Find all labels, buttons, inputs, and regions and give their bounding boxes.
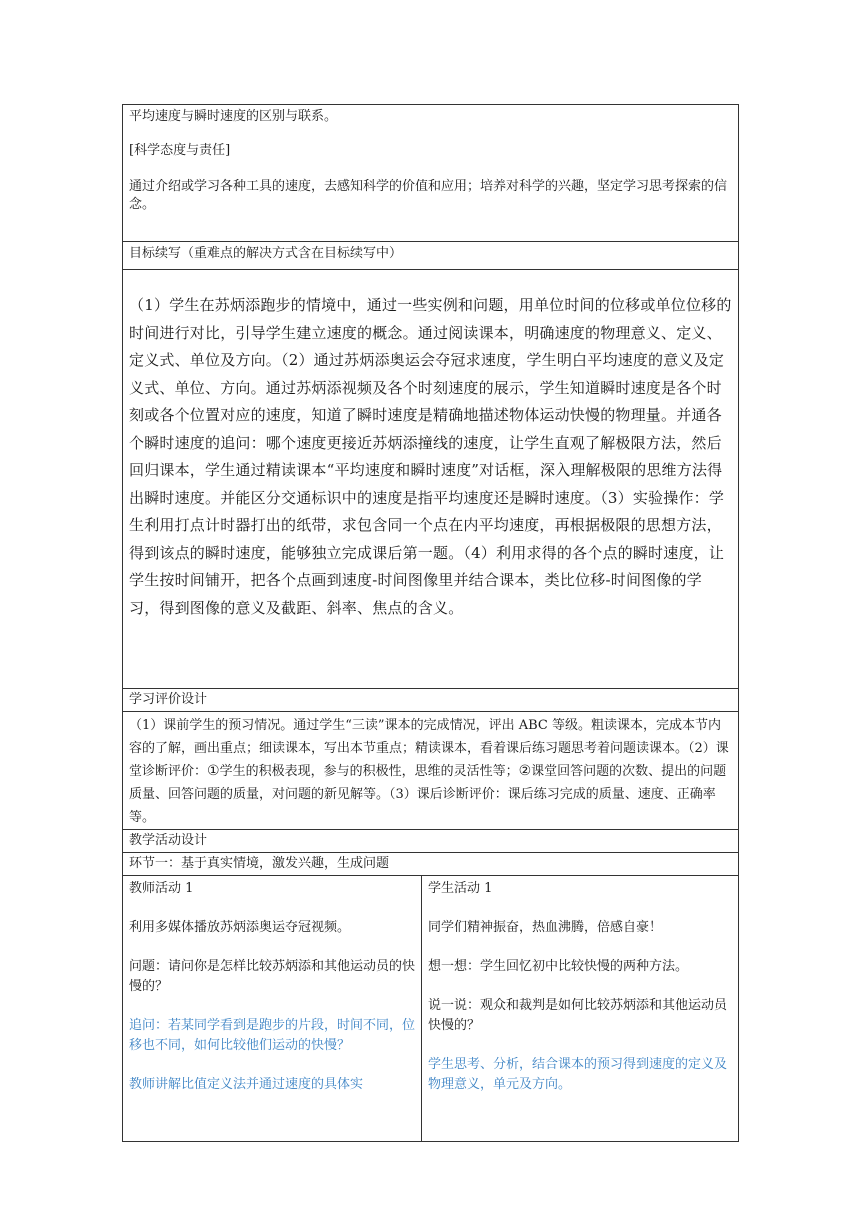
activity-heading	[123, 830, 739, 853]
goal-writing-heading	[123, 242, 739, 270]
evaluation-body-row	[123, 712, 739, 830]
teacher-activity-p2: 问题：请问你是怎样比较苏炳添和其他运动员的快慢的？	[129, 959, 416, 994]
goal-writing-heading-row	[123, 242, 739, 270]
evaluation-heading-row	[123, 689, 739, 712]
goal-writing-body: （1）学生在苏炳添跑步的情境中，通过一些实例和问题，用单位时间的位移或单位位移的时间进行对比，引导学生建立速度的概念。通过阅读课本，明确速度的物理意义、定义、定义式、单位及方向。（2）通过苏炳添奥运会夺冠求速度，学生明白平均速度的意义及定义式、单位、方向。通过苏炳添视频及各个时刻速度的展示，学生知道瞬时速度是各个时刻或各个位置对应的速度，知道了瞬时速度是精确地描述物体运动快慢的物理量。并通各个瞬时速度的追问：哪个速度更接近苏炳添撞线的速度，让学生直观了解极限方法，然后回归课本，学生通过精读课本“平均速度和瞬时速度”对话框，深入理解极限的思维方法得出瞬时速度。并能区分交通标识中的速度是指平均速度还是瞬时速度。（3）实验操作：学生利用打点计时器打出的纸带，求包含同一个点在内平均速度，再根据极限的思想方法，得到该点的瞬时速度，能够独立完成课后第一题。（4）利用求得的各个点的瞬时速度，让学生按时间铺开，把各个点画到速度-时间图像里并结合课本，类比位移-时间图像的学习，得到图像的意义及截距、斜率、焦点的含义。	[129, 296, 732, 617]
student-activity-title: 学生活动 1	[428, 881, 493, 896]
goal-writing-body-cell	[123, 270, 739, 689]
teacher-activity-p1: 利用多媒体播放苏炳添奥运夺冠视频。	[129, 920, 351, 935]
activity-heading-text: 教学活动设计	[129, 833, 208, 848]
activities-row	[123, 876, 739, 1142]
circled-one: ①	[207, 763, 220, 779]
circled-two: ②	[518, 763, 532, 779]
attitude-text: 通过介绍或学习各种工具的速度，去感知科学的价值和应用；培养对科学的兴趣，坚定学习思考探索的信念。	[129, 179, 728, 212]
lesson-plan-table	[122, 104, 739, 1142]
teacher-activity-p4: 教师讲解比值定义法并通过速度的具体实	[129, 1077, 364, 1092]
evaluation-body	[129, 714, 732, 829]
teacher-activity-p3: 追问：若某同学看到是跑步的片段，时间不同，位移也不同，如何比较他们运动的快慢？	[129, 1018, 416, 1053]
student-activity-cell	[422, 876, 739, 1142]
student-activity-p3: 说一说：观众和裁判是如何比较苏炳添和其他运动员快慢的？	[428, 998, 728, 1033]
evaluation-body-cell	[123, 712, 739, 830]
student-activity-p1: 同学们精神振奋，热血沸腾，倍感自豪！	[428, 920, 663, 935]
goals-cell	[123, 105, 739, 242]
attitude-heading: [科学态度与责任]	[129, 143, 231, 158]
evaluation-heading	[123, 689, 739, 712]
stage-one-row	[123, 853, 739, 876]
distinction-line: 平均速度与瞬时速度的区别与联系。	[129, 109, 338, 124]
student-activity-p4: 学生思考、分析，结合课本的预习得到速度的定义及物理意义，单元及方向。	[428, 1057, 728, 1092]
goal-writing-heading-text: 目标续写（重难点的解决方式含在目标续写中）	[129, 246, 403, 261]
activity-heading-row	[123, 830, 739, 853]
goals-row	[123, 105, 739, 242]
teacher-activity-cell	[123, 876, 422, 1142]
evaluation-part-1: （1）课前学生的预习情况。通过学生“三读”课本的完成情况，评出 ABC 等级。粗读课本，完成本节内容的了解，画出重点；细读课本，写出本节重点；精读课本，看着课后练习题思考着问题读课本。（2）课堂诊断评价：	[129, 718, 729, 779]
stage-one-title: 环节一：基于真实情境，激发兴趣，生成问题	[129, 856, 390, 871]
evaluation-part-3: 课堂回答问题的次数、提出的问题质量、回答问题的质量，对问题的新见解等。（3）课后诊断评价：课后练习完成的质量、速度、正确率等。	[129, 764, 727, 825]
goal-writing-body-row	[123, 270, 739, 689]
evaluation-part-2: 学生的积极表现，参与的积极性，思维的灵活性等；	[219, 764, 519, 779]
student-activity-p2: 想一想：学生回忆初中比较快慢的两种方法。	[428, 959, 689, 974]
teacher-activity-title: 教师活动 1	[129, 881, 194, 896]
stage-one-cell	[123, 853, 739, 876]
evaluation-heading-text: 学习评价设计	[129, 692, 208, 707]
